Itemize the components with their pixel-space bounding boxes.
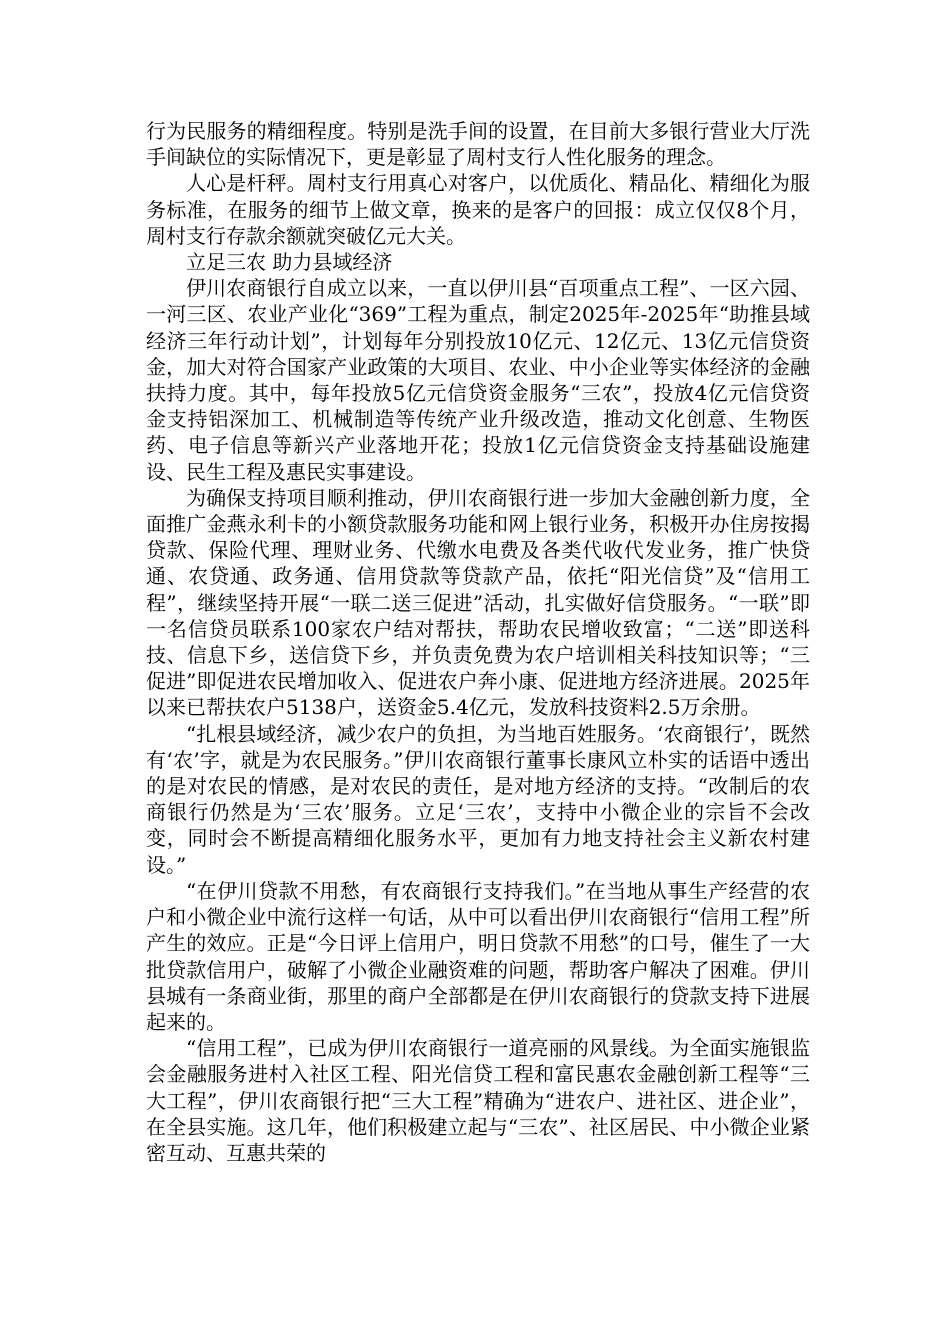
paragraph-2: 人心是杆秤。周村支行用真心对客户，以优质化、精品化、精细化为服务标准，在服务的细节上做文章，换来的是客户的回报：成立仅仅8个月，周村支行存款余额就突破亿元大关。 — [146, 171, 810, 248]
paragraph-7: “信用工程”，已成为伊川农商银行一道亮丽的风景线。为全面实施银监会金融服务进村入社区工程、阳光信贷工程和富民惠农金融创新工程等“三大工程”，伊川农商银行把“三大工程”精确为“进农户、进社区、进企业”，在全县实施。这几年，他们积极建立起与“三农”、社区居民、中小微企业紧密互动、互惠共荣的 — [146, 1036, 810, 1165]
paragraph-6: “在伊川贷款不用愁，有农商银行支持我们。”在当地从事生产经营的农户和小微企业中流行这样一句话，从中可以看出伊川农商银行“信用工程”所产生的效应。正是“今日评上信用户，明日贷款不用愁”的口号，催生了一大批贷款信用户，破解了小微企业融资难的问题，帮助客户解决了困难。伊川县城有一条商业街，那里的商户全部都是在伊川农商银行的贷款支持下进展起来的。 — [146, 878, 810, 1034]
paragraph-5: “扎根县域经济，减少农户的负担，为当地百姓服务。‘农商银行’，既然有‘农’字，就是为农民服务。”伊川农商银行董事长康风立朴实的话语中透出的是对农民的情感，是对农民的责任，是对地方经济的支持。“改制后的农商银行仍然是为‘三农’服务。立足‘三农’，支持中小微企业的宗旨不会改变，同时会不断提高精细化服务水平，更加有力地支持社会主义新农村建设。” — [146, 721, 810, 877]
paragraph-4: 为确保支持项目顺利推动，伊川农商银行进一步加大金融创新力度，全面推广金燕永利卡的小额贷款服务功能和网上银行业务，积极开办住房按揭贷款、保险代理、理财业务、代缴水电费及各类代收代发业务，推广快贷通、农贷通、政务通、信用贷款等贷款产品，依托“阳光信贷”及“信用工程”，继续坚持开展“一联二送三促进”活动，扎实做好信贷服务。“一联”即一名信贷员联系100家农户结对帮扶，帮助农民增收致富；“二送”即送科技、信息下乡，送信贷下乡，并负责免费为农户培训相关科技知识等；“三促进”即促进农民增加收入、促进农户奔小康、促进地方经济进展。2025年以来已帮扶农户5138户，送资金5.4亿元，发放科技资料2.5万余册。 — [146, 485, 810, 720]
section-heading: 立足三农 助力县域经济 — [186, 250, 393, 275]
paragraph-3: 伊川农商银行自成立以来，一直以伊川县“百项重点工程”、一区六园、一河三区、农业产业化“369”工程为重点，制定2025年-2025年“助推县域经济三年行动计划”，计划每年分别投放10亿元、12亿元、13亿元信贷资金，加大对符合国家产业政策的大项目、农业、中小企业等实体经济的金融扶持力度。其中，每年投放5亿元信贷资金服务“三农”，投放4亿元信贷资金支持铝深加工、机械制造等传统产业升级改造，推动文化创意、生物医药、电子信息等新兴产业落地开花；投放1亿元信贷资金支持基础设施建设、民生工程及惠民实事建设。 — [146, 276, 810, 484]
document-body — [146, 118, 810, 1166]
paragraph-1: 行为民服务的精细程度。特别是洗手间的设置，在目前大多银行营业大厅洗手间缺位的实际情况下，更是彰显了周村支行人性化服务的理念。 — [146, 119, 810, 170]
